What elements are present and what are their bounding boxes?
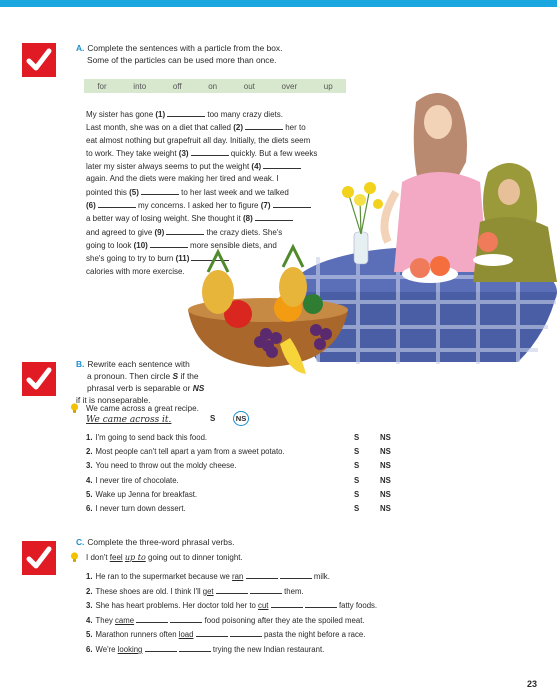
part-b-item [86,475,406,486]
paragraph-text: to work. They take weight [86,148,179,158]
top-color-bar [0,0,557,7]
part-c-item [86,570,466,582]
blank-number: (5) [129,187,139,197]
item-number: 2. [86,447,93,457]
paragraph-text: calories with more exercise. [86,266,185,276]
paragraph-text: a better way of losing weight. She thought it [86,214,243,224]
part-c-instructions [76,536,234,548]
item-text: I'm going to send back this food. [95,433,208,442]
answer-blank[interactable] [98,199,136,208]
answer-blank[interactable] [136,614,168,623]
part-a-instr-1: Complete the sentences with a particle from the box. [87,43,283,53]
item-text: I never tire of chocolate. [95,475,179,485]
particle-word: off [172,81,182,91]
item-text: They [95,615,116,625]
answer-blank[interactable] [271,599,303,608]
part-b-item [86,460,406,471]
item-text: Most people can't tell apart a yam from a sweet potato. [95,447,285,457]
item-verb: cut [258,601,269,611]
answer-blank[interactable] [196,628,228,637]
item-verb: came [115,615,135,625]
part-b-example [86,403,199,426]
part-a-instructions [76,42,282,66]
item-text: These shoes are old. I think I'll [95,586,203,596]
item-number: 4. [86,615,93,625]
answer-blank[interactable] [150,239,188,248]
answer-blank[interactable] [216,585,248,594]
check-mark-icon [22,43,56,77]
ns-option[interactable]: NS [380,489,391,499]
blank-number: (10) [133,240,148,250]
paragraph-text: and agreed to give [86,227,155,237]
paragraph-text: to her last week and we talked [178,187,289,197]
ns-option[interactable]: NS [380,475,391,485]
part-c-ex-answer: up to [124,553,146,562]
example-ns-circled: NS [233,411,249,426]
paragraph-text: the crazy diets. She's [204,227,283,237]
part-c-item [86,614,466,626]
particle-word: for [97,81,107,91]
paragraph-text: more sensible diets, and [187,240,277,250]
part-c-ex-verb: feel [109,553,123,562]
particle-word: out [243,81,255,91]
paragraph-text: pointed this [86,187,130,197]
s-option[interactable]: S [354,489,360,499]
part-c-item [86,599,466,611]
paragraph-text: quickly. But a few weeks [228,148,318,158]
s-option[interactable]: S [354,475,360,485]
item-number: 4. [86,475,93,485]
item-text: fatty foods. [336,601,378,611]
answer-blank[interactable] [170,614,202,623]
dieting-women-illustration [188,82,557,382]
part-b-instructions [76,358,236,406]
part-b-instr-3b: if it is nonseparable. [76,395,151,405]
paragraph-text: My sister has gone [86,110,156,119]
item-number: 3. [86,461,93,471]
item-verb: get [202,586,214,596]
item-text: I never turn down dessert. [95,504,186,513]
particle-word: into [133,81,147,91]
part-c-ex-pre: I don't [86,553,110,562]
item-text: We're [95,645,118,654]
ns-option[interactable]: NS [380,461,391,471]
part-a-letter: A. [76,43,85,53]
page-number: 23 [526,679,537,689]
ns-option[interactable]: NS [380,447,391,457]
part-c-ex-post: going out to dinner tonight. [145,553,243,562]
part-b-item [86,446,406,457]
item-text: food poisoning after they ate the spoiled meat. [202,615,365,625]
answer-blank[interactable] [250,585,282,594]
blank-number: (8) [242,214,253,224]
example-s-option: S [210,414,216,423]
s-option[interactable]: S [354,447,360,457]
item-text: Marathon runners often [95,630,179,640]
paragraph-text: later my sister always seems to put the weight [86,162,252,172]
part-b-instr-1: Rewrite each sentence with [87,359,190,369]
part-b-instr-2: a pronoun. Then circle [87,371,171,381]
item-number: 1. [86,572,93,581]
part-b-instr-3: phrasal verb is separable or [87,383,191,393]
blank-number: (11) [175,254,190,264]
part-b-item [86,503,406,514]
blank-number: (7) [260,201,271,211]
part-b-s-letter: S [172,371,179,381]
answer-blank[interactable] [280,570,312,579]
part-b-instr-2b: if the [180,371,199,381]
item-text: milk. [311,572,330,581]
answer-blank[interactable] [141,186,179,195]
item-number: 2. [86,586,93,596]
part-c-item [86,628,466,640]
answer-blank[interactable] [230,628,262,637]
check-mark-icon [22,362,56,396]
part-c-example [86,552,243,563]
ns-option[interactable]: NS [380,433,391,442]
blank-number: (3) [178,148,189,158]
part-b-ns-letter: NS [192,383,205,393]
part-c-item [86,643,466,655]
paragraph-text: my concerns. I asked her to figure [135,201,261,211]
blank-number: (6) [86,201,96,211]
item-verb: load [178,630,194,640]
blank-number: (2) [233,123,243,133]
part-c-letter: C. [76,537,85,547]
paragraph-text: Last month, she was on a diet that called [86,123,234,133]
item-text: She has heart problems. Her doctor told her to [95,601,259,611]
item-number: 6. [86,645,93,654]
item-text: pasta the night before a race. [261,630,366,640]
ns-option[interactable]: NS [380,504,391,513]
answer-blank[interactable] [305,599,337,608]
paragraph-text: again. And the diets were making her tired and weak. I [86,174,279,184]
paragraph-text: eat almost nothing but grapefruit all day. Initially, the diets seem [86,135,311,145]
s-option[interactable]: S [354,504,360,513]
item-text: trying the new Indian restaurant. [210,645,325,654]
item-verb: looking [117,645,143,654]
s-option[interactable]: S [354,433,360,442]
item-verb: ran [232,572,244,581]
blank-number: (9) [154,227,165,237]
paragraph-text: her to [282,123,306,133]
item-number: 3. [86,601,93,611]
item-number: 5. [86,489,93,499]
item-text: them. [281,586,304,596]
part-c-item [86,585,466,597]
paragraph-text: going to look [86,240,134,250]
particle-word: on [208,81,218,91]
item-text: Wake up Jenna for breakfast. [95,489,198,499]
part-b-example-sentence: We came across a great recipe. [86,404,199,413]
answer-blank[interactable] [246,570,278,579]
lightbulb-icon [70,403,79,414]
blank-number: (4) [251,162,262,172]
item-number: 1. [86,433,93,442]
part-b-item [86,432,406,443]
paragraph-text: she's going to try to burn [86,254,176,264]
answer-blank[interactable] [179,643,211,652]
paragraph-text: too many crazy diets. [205,110,283,119]
item-number: 6. [86,504,93,513]
part-b-letter: B. [76,359,85,369]
item-text: You need to throw out the moldy cheese. [95,461,237,471]
answer-blank[interactable] [145,643,177,652]
particle-word: up [323,81,333,91]
part-a-instr-2: Some of the particles can be used more than once. [87,55,277,65]
item-text: He ran to the supermarket because we [95,572,233,581]
part-b-example-answer: We came across it. [86,415,172,425]
item-number: 5. [86,630,93,640]
part-b-item [86,489,406,500]
part-c-instr: Complete the three-word phrasal verbs. [87,537,235,547]
lightbulb-icon [70,552,79,563]
blank-number: (1) [155,110,166,119]
particle-word: over [281,81,298,91]
s-option[interactable]: S [354,461,360,471]
check-mark-icon [22,541,56,575]
